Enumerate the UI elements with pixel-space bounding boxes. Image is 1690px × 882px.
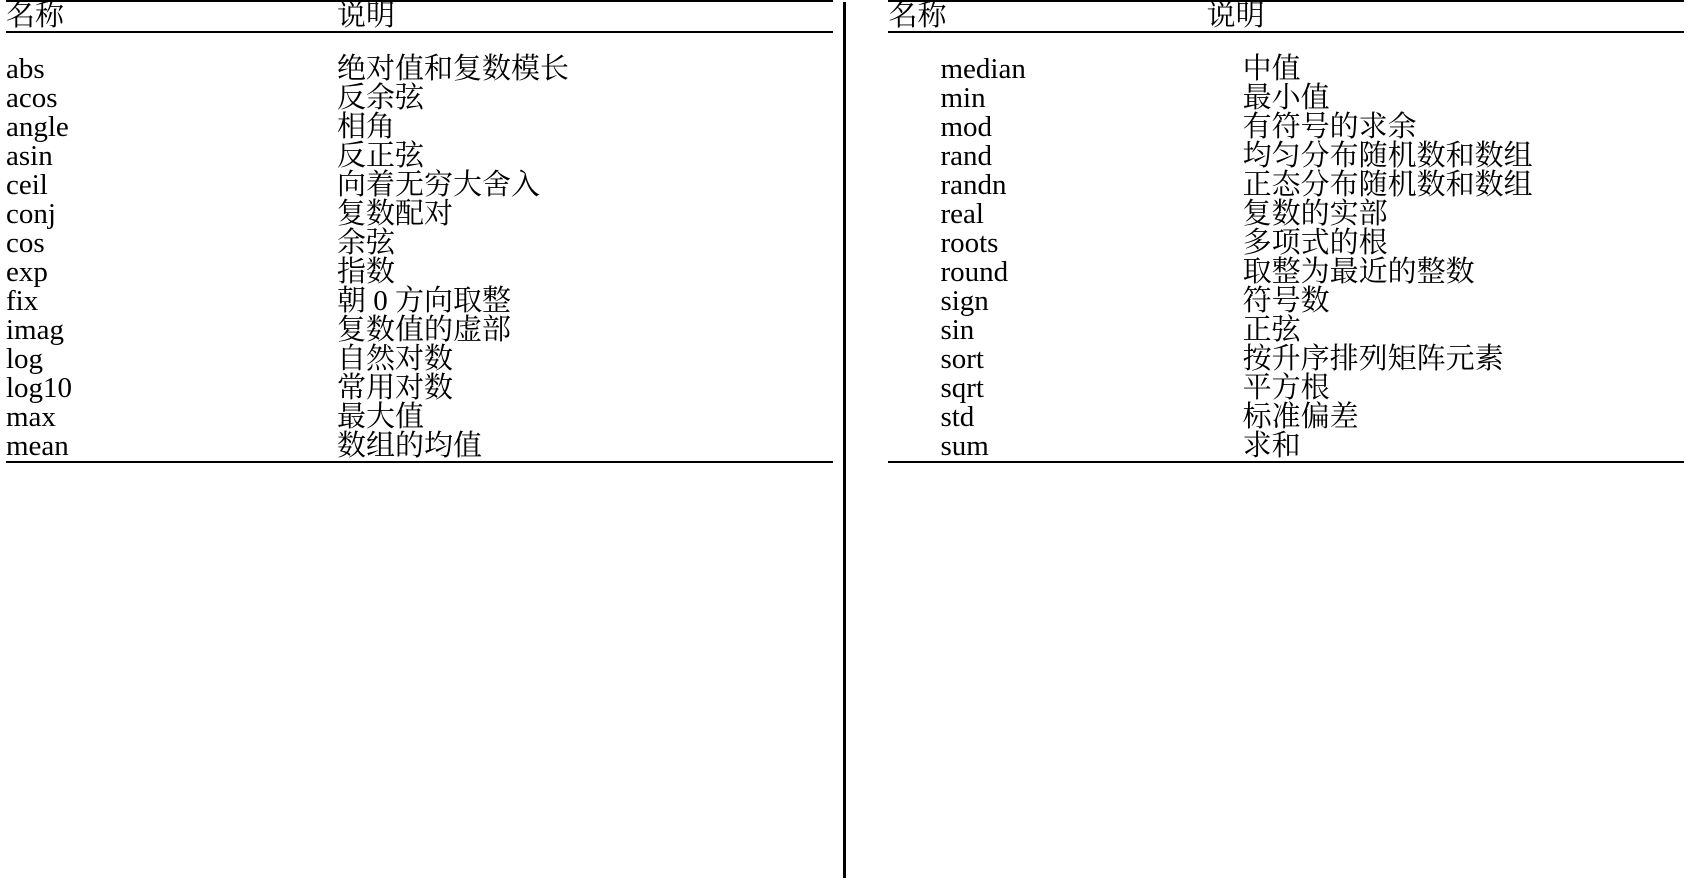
function-name: abs [6,53,45,85]
function-name: max [6,401,56,433]
table-row [6,171,833,200]
column-header-description: 说明 [336,0,395,32]
table-body-right [888,32,1684,462]
function-description: 符号数 [1242,285,1330,317]
function-description: 按升序排列矩阵元素 [1242,343,1504,375]
table-row [888,287,1684,316]
function-name: real [940,198,984,230]
table-row [888,345,1684,374]
column-header-description: 说明 [1206,0,1265,32]
function-name: mean [6,430,69,462]
function-name: round [940,256,1009,288]
table-row [6,142,833,171]
function-description: 中值 [1242,53,1301,85]
table-row [888,403,1684,432]
function-table-right [888,0,1684,463]
function-name: median [940,53,1026,85]
function-description: 复数配对 [336,198,453,230]
table-row [888,200,1684,229]
table-row [6,432,833,462]
table-body-left [6,32,833,462]
table-row [6,84,833,113]
function-description: 向着无穷大舍入 [336,169,540,201]
function-description: 平方根 [1242,372,1330,404]
function-name: log10 [6,372,73,404]
table-row [888,32,1684,84]
function-description: 最小值 [1242,82,1330,114]
function-name: std [940,401,975,433]
table-row [6,345,833,374]
function-description: 常用对数 [336,372,453,404]
function-description: 绝对值和复数模长 [336,53,569,85]
table-row [888,171,1684,200]
function-name: conj [6,198,56,230]
function-description: 正态分布随机数和数组 [1242,169,1533,201]
table-row [6,258,833,287]
table-row [6,374,833,403]
table-row [888,229,1684,258]
function-description: 取整为最近的整数 [1242,256,1475,288]
table-row [6,200,833,229]
function-description: 求和 [1242,430,1301,462]
table-row [6,403,833,432]
function-name: cos [6,227,45,259]
function-description: 自然对数 [336,343,453,375]
function-description: 标准偏差 [1242,401,1359,433]
function-name: sin [940,314,975,346]
function-name: asin [6,140,53,172]
function-name: fix [6,285,39,317]
function-description: 正弦 [1242,314,1301,346]
function-name: imag [6,314,64,346]
table-row [888,84,1684,113]
function-name: angle [6,111,69,143]
table-row [888,432,1684,462]
table-row [888,374,1684,403]
function-name: roots [940,227,999,259]
function-description: 相角 [336,111,395,143]
function-name: mod [940,111,993,143]
function-description: 余弦 [336,227,395,259]
function-description: 均匀分布随机数和数组 [1242,140,1533,172]
function-name: sign [940,285,989,317]
table-row [888,142,1684,171]
table-row [888,113,1684,142]
function-description: 复数的实部 [1242,198,1388,230]
function-description: 反正弦 [336,140,424,172]
column-header-name: 名称 [6,0,65,32]
table-row [888,258,1684,287]
header-row [888,1,1684,32]
function-description: 复数值的虚部 [336,314,511,346]
function-name: sqrt [940,372,984,404]
function-name: log [6,343,44,375]
table-row [888,316,1684,345]
function-description: 最大值 [336,401,424,433]
table-header-right [888,1,1684,32]
function-name: rand [940,140,992,172]
table-row [6,316,833,345]
table-header-left [6,1,833,32]
function-description: 反余弦 [336,82,424,114]
function-name: min [940,82,986,114]
function-description: 朝 0 方向取整 [336,285,511,317]
function-name: sort [940,343,984,375]
function-name: sum [940,430,989,462]
left-table-block [0,0,843,882]
function-description: 多项式的根 [1242,227,1388,259]
header-row [6,1,833,32]
function-table-left [6,0,833,463]
function-description: 有符号的求余 [1242,111,1417,143]
function-description: 数组的均值 [336,430,482,462]
table-row [6,229,833,258]
function-name: randn [940,169,1007,201]
function-name: acos [6,82,58,114]
function-name: exp [6,256,48,288]
column-header-name: 名称 [888,0,947,32]
function-name: ceil [6,169,48,201]
table-row [6,287,833,316]
function-description: 指数 [336,256,395,288]
right-table-block [846,0,1690,882]
table-row [6,32,833,84]
table-row [6,113,833,142]
